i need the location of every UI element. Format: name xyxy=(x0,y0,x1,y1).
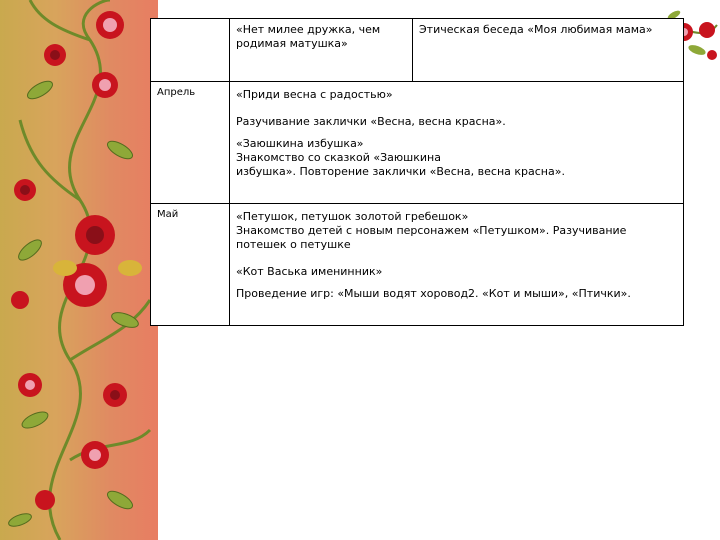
table-row xyxy=(151,204,684,326)
table-row xyxy=(151,82,684,204)
content-line: Знакомство детей с новым персонажем «Петушком». Разучивание xyxy=(236,224,627,237)
content-line: «Заюшкина избушка» xyxy=(236,137,364,150)
content-line: «Кот Васька именинник» xyxy=(236,265,383,278)
activity-cell: Этическая беседа «Моя любимая мама» xyxy=(413,19,684,82)
month-cell: Май xyxy=(151,204,230,326)
content-line: Знакомство со сказкой «Заюшкина xyxy=(236,151,441,164)
topic-line: «Нет милее дружка, чем xyxy=(236,23,381,36)
month-cell xyxy=(151,19,230,82)
content-line: Разучивание заклички «Весна, весна красна». xyxy=(236,115,506,128)
month-cell: Апрель xyxy=(151,82,230,204)
floral-ornament-icon xyxy=(0,0,158,540)
content-line: Проведение игр: «Мыши водят хоровод2. «Кот и мыши», «Птички». xyxy=(236,287,631,300)
content-cell xyxy=(230,82,684,204)
table-row xyxy=(151,19,684,82)
content-line: потешек о петушке xyxy=(236,238,351,251)
topic-cell xyxy=(230,19,413,82)
content-line: «Приди весна с радостью» xyxy=(236,88,393,101)
content-line: «Петушок, петушок золотой гребешок» xyxy=(236,210,469,223)
topic-line: родимая матушка» xyxy=(236,37,348,50)
content-cell xyxy=(230,204,684,326)
content-line: избушка». Повторение заклички «Весна, весна красна». xyxy=(236,165,565,178)
lesson-plan-table xyxy=(150,18,684,326)
floral-border xyxy=(0,0,158,540)
